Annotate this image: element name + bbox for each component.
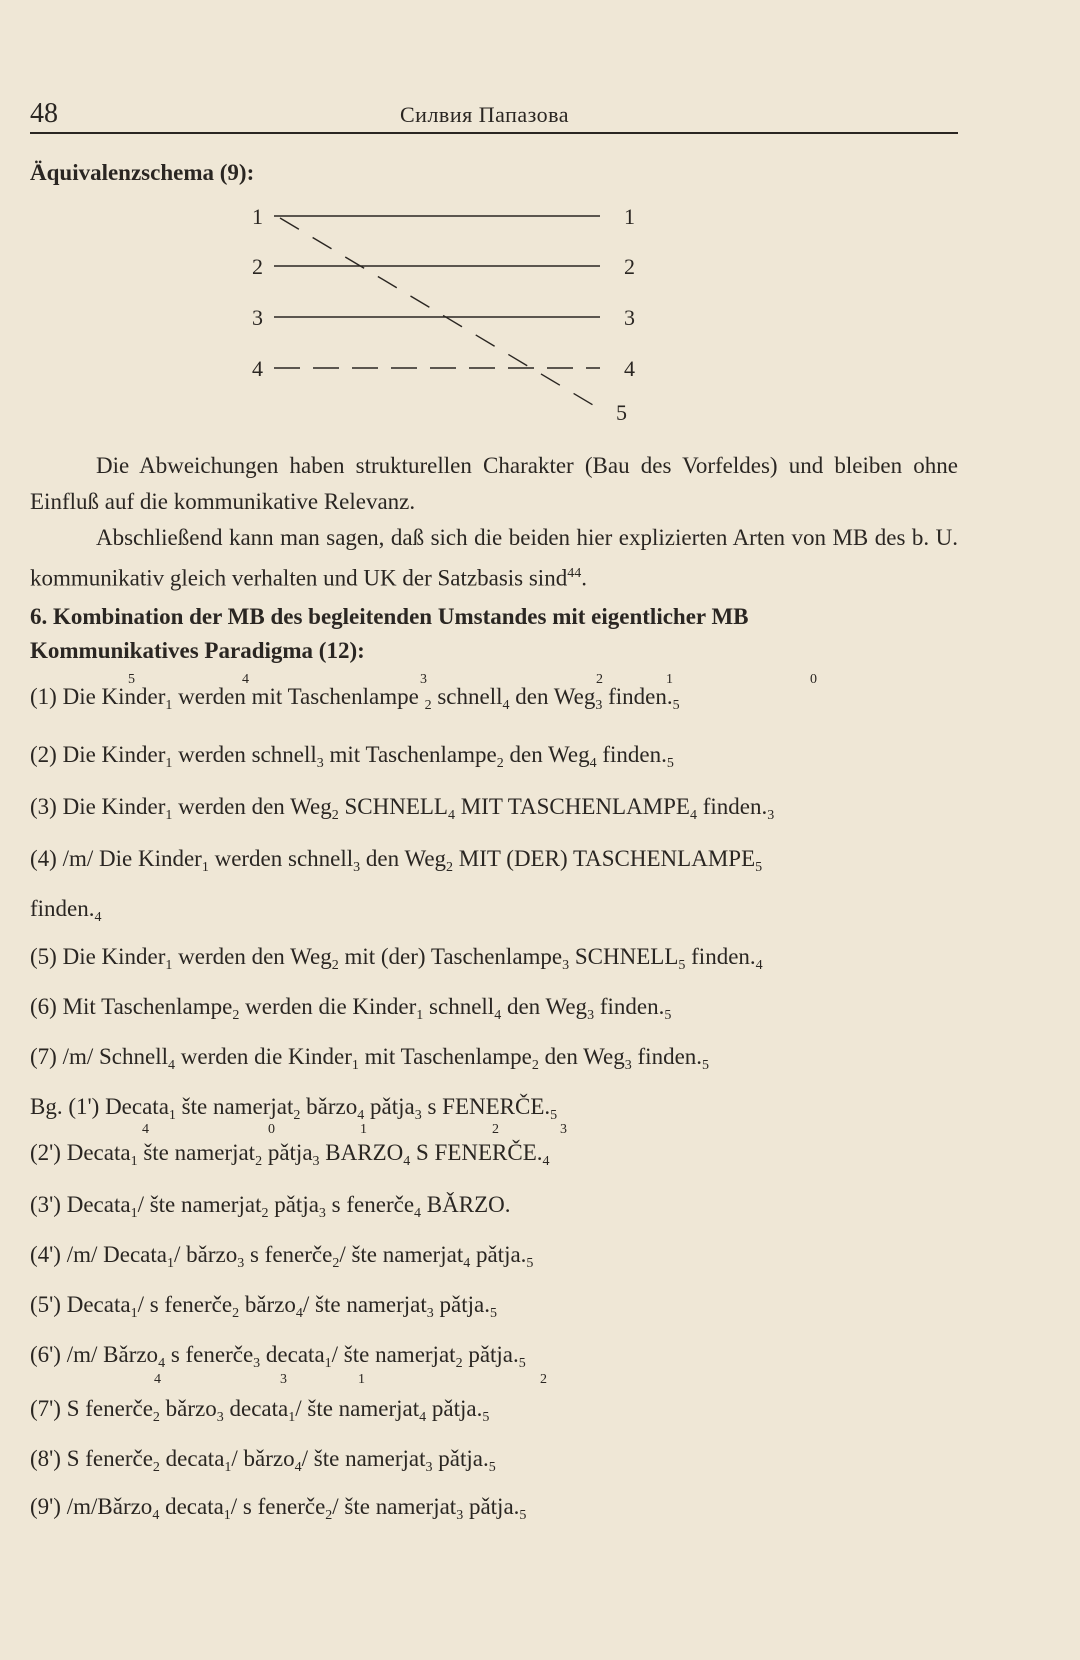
example-word: bǎrzo [239,1292,296,1317]
rank-index: 2 [496,756,504,771]
example-word: / s fenerče [137,1292,233,1317]
example-word: / šte namerjat [339,1242,464,1267]
german-example-line [30,994,970,1024]
schema-diagram [250,208,690,448]
example-word: werden den Weg [172,944,332,969]
rank-index: 5 [482,1410,490,1425]
bulgarian-example-line [30,1140,970,1170]
rank-index: 5 [550,1108,558,1123]
example-word: decata [260,1342,325,1367]
example-label: (3') [30,1192,67,1217]
example-word: s FENERČE. [421,1094,551,1119]
example-word: mit (der) Taschenlampe [338,944,563,969]
example-label: (1) [30,684,63,709]
schema-right-label: 4 [624,356,635,381]
german-example-line [30,1044,970,1074]
example-word: Decata [105,1094,169,1119]
schema-right-label: 2 [624,254,635,279]
german-example-line [30,944,970,974]
ann-ex1-4: 1 [666,672,673,687]
rank-index: 4 [589,756,597,771]
rank-index: 2 [331,808,339,823]
example-word: Die Kinder [62,742,166,767]
rank-index: 3 [767,808,775,823]
example-word: / šte namerjat [137,1192,262,1217]
example-word: /m/ Schnell [62,1044,168,1069]
example-word: / s fenerče [230,1494,326,1519]
example-word: / šte namerjat [331,1342,456,1367]
example-word: / šte namerjat [295,1396,420,1421]
section-subheading: Kommunikatives Paradigma (12): [30,638,365,663]
example-word: den Weg [501,994,588,1019]
example-word: MIT (DER) TASCHENLAMPE [453,846,756,871]
bulgarian-example-line [30,1342,970,1372]
example-label: (6') [30,1342,67,1367]
rank-index: 5 [526,1256,534,1271]
schema-diagonal [280,218,598,408]
rank-index: 2 [293,1108,301,1123]
example-word: S FENERČE. [410,1140,543,1165]
rank-index: 1 [324,1356,332,1371]
example-word: finden. [685,944,756,969]
example-word: / šte namerjat [332,1494,457,1519]
rank-index: 4 [403,1154,411,1169]
example-word: s fenerče [165,1342,254,1367]
example-word: / bǎrzo [231,1446,295,1471]
schema-left-label: 2 [252,254,263,279]
schema-right-label: 5 [616,400,627,425]
rank-index: 3 [425,1460,433,1475]
rank-index: 1 [130,1154,138,1169]
bulgarian-example-line [30,1094,970,1124]
example-word: mit Taschenlampe [358,1044,532,1069]
rank-index: 4 [168,1058,175,1073]
example-word: decata [159,1446,225,1471]
rank-index: 1 [288,1410,296,1425]
example-word: werden die Kinder [239,994,417,1019]
page-number: 48 [30,98,58,129]
example-word: decata [223,1396,289,1421]
rank-index: 5 [672,698,680,713]
rank-index: 3 [562,958,570,973]
rank-index: 1 [201,860,209,875]
example-word: s fenerče [325,1192,415,1217]
rank-index: 1 [130,1306,138,1321]
rank-index: 3 [587,1008,595,1023]
rank-index: 4 [414,1206,422,1221]
example-label: (2) [30,742,63,767]
example-word: finden. [596,742,667,767]
example-word: den Weg [503,742,590,767]
rank-index: 5 [664,1008,672,1023]
bulgarian-example-line [30,1192,970,1222]
rank-index: 3 [316,756,324,771]
example-word: werden mit Taschenlampe [172,684,425,709]
ann-ex7p-0: 4 [154,1372,161,1387]
example-word: den Weg [538,1044,625,1069]
example-word: BǍRZO. [421,1192,511,1217]
german-example-line [30,794,970,824]
example-word: bǎrzo [159,1396,217,1421]
example-word: šte namerjat [175,1094,294,1119]
rank-index: 1 [165,756,173,771]
rank-index: 2 [152,1460,160,1475]
example-word: pǎtja. [432,1446,489,1471]
annotation-row-ex7p [30,1372,930,1388]
rank-index: 2 [325,1508,333,1523]
rank-index: 3 [318,1206,326,1221]
paragraph-abschliessend: Abschließend kann man sagen, daß sich die beiden hier explizierten Arten von MB des b. U. kommunikativ gleich verhalten und UK der Satzbasis sind$^{44}$. [30,525,958,591]
rank-index: 1 [166,1256,174,1271]
rank-index: 5 [518,1356,526,1371]
example-word: finden. [696,794,768,819]
rank-index: 3 [414,1108,422,1123]
rank-index: 3 [237,1256,245,1271]
schema-left-label: 3 [252,305,263,330]
example-word: bǎrzo [300,1094,358,1119]
german-example-line [30,896,970,926]
example-word: šte namerjat [137,1140,256,1165]
rank-index: 3 [312,1154,320,1169]
example-word: SCHNELL [569,944,679,969]
example-word: BARZO [319,1140,404,1165]
schema-heading: Äquivalenzschema (9): [30,160,255,185]
rank-index: 1 [351,1058,359,1073]
example-label: (2') [30,1140,67,1165]
rank-index: 4 [94,910,102,925]
rank-index: 3 [426,1306,434,1321]
example-word: finden. [631,1044,703,1069]
rank-index: 4 [755,958,763,973]
example-word: / šte namerjat [301,1446,426,1471]
rank-index: 3 [624,1058,632,1073]
rank-index: 5 [490,1306,497,1321]
ann-ex1-0: 5 [128,672,135,687]
example-word: decata [159,1494,224,1519]
example-word: Die Kinder [62,794,166,819]
example-label: (9') [30,1494,67,1519]
rank-index: 2 [424,698,432,713]
german-example-line [30,846,970,876]
ann-ex7p-1: 3 [280,1372,287,1387]
schema-left-label: 4 [252,356,263,381]
bulgarian-example-line [30,1242,970,1272]
rank-index: 3 [216,1410,224,1425]
example-word: /m/ Bǎrzo [66,1342,159,1367]
running-head: Силвия Папазова [400,102,570,127]
rank-index: 4 [542,1154,550,1169]
rank-index: 2 [331,958,339,973]
example-word: pǎtja. [433,1292,490,1317]
rank-index: 3 [456,1508,464,1523]
ann-ex2p-2: 1 [360,1122,367,1137]
example-word: SCHNELL [338,794,448,819]
example-word: pǎtja [268,1192,319,1217]
rank-index: 1 [165,808,173,823]
example-word: finden. [602,684,673,709]
example-word: / bǎrzo [173,1242,238,1267]
equivalence-schema [250,208,690,448]
rank-index: 1 [416,1008,424,1023]
schema-right-label: 3 [624,305,635,330]
example-word: s fenerče [244,1242,333,1267]
example-word: Die Kinder [62,944,166,969]
example-label: (5') [30,1292,67,1317]
example-word: Decata [66,1292,131,1317]
example-word: schnell [423,994,495,1019]
rank-index: 4 [494,1008,502,1023]
section-heading: 6. Kombination der MB des begleitenden Umstandes mit eigentlicher MB [30,604,749,629]
example-word: /m/Bǎrzo [66,1494,153,1519]
example-word: finden. [30,896,95,921]
example-word: S fenerče [66,1446,153,1471]
ann-ex1-1: 4 [242,672,249,687]
example-word: werden die Kinder [175,1044,352,1069]
bulgarian-example-line [30,1494,970,1524]
rank-index: 4 [419,1410,427,1425]
example-word: pǎtja. [462,1342,519,1367]
rank-index: 2 [531,1058,539,1073]
rank-index: 4 [689,808,697,823]
ann-ex2p-3: 2 [492,1122,499,1137]
rank-index: 2 [255,1154,263,1169]
ann-ex2p-1: 0 [268,1122,275,1137]
rank-index: 4 [158,1356,166,1371]
example-label: (3) [30,794,63,819]
rank-index: 2 [446,860,454,875]
rank-index: 1 [165,958,173,973]
rank-index: 1 [224,1460,232,1475]
rank-index: 4 [502,698,510,713]
rank-index: 4 [357,1108,365,1123]
example-word: pǎtja. [463,1494,520,1519]
bulgarian-example-line [30,1396,970,1426]
example-label: (7) [30,1044,63,1069]
rank-index: 4 [295,1306,303,1321]
ann-ex1-5: 0 [810,672,817,687]
example-label: (4') [30,1242,67,1267]
ann-ex7p-3: 2 [540,1372,547,1387]
rank-index: 4 [463,1256,471,1271]
example-word: den Weg [509,684,596,709]
example-word: /m/ Die Kinder [62,846,202,871]
example-word: Decata [66,1192,131,1217]
ann-ex7p-2: 1 [358,1372,365,1387]
rank-index: 5 [488,1460,496,1475]
rank-index: 2 [332,1256,340,1271]
example-word: pǎtja [262,1140,313,1165]
rank-index: 5 [702,1058,710,1073]
rank-index: 2 [455,1356,463,1371]
bulgarian-example-line [30,1446,970,1476]
example-word: pǎtja. [470,1242,527,1267]
example-label: (6) [30,994,63,1019]
footnote-marker: 44 [567,566,582,581]
rank-index: 2 [152,1410,160,1425]
example-word: finden. [594,994,665,1019]
example-label: (4) [30,846,63,871]
example-word: Mit Taschenlampe [62,994,233,1019]
example-word: werden schnell [172,742,317,767]
rank-index: 4 [152,1508,160,1523]
example-word: mit Taschenlampe [323,742,497,767]
example-label: Bg. (1') [30,1094,106,1119]
rank-index: 1 [168,1108,176,1123]
example-word: pǎtja. [426,1396,483,1421]
rank-index: 5 [519,1508,527,1523]
page-header [30,98,958,134]
example-word: schnell [431,684,503,709]
rank-index: 5 [666,756,674,771]
rank-index: 2 [232,1306,240,1321]
german-example-line [30,742,970,772]
rank-index: 2 [232,1008,240,1023]
bulgarian-example-line [30,1292,970,1322]
ann-ex2p-0: 4 [142,1122,149,1137]
rank-index: 2 [261,1206,269,1221]
example-word: MIT TASCHENLAMPE [454,794,690,819]
rank-index: 5 [755,860,763,875]
schema-left-label: 1 [252,208,263,229]
example-label: (5) [30,944,63,969]
example-word: Die Kinder [62,684,166,709]
example-word: den Weg [360,846,447,871]
example-word: /m/ Decata [66,1242,167,1267]
rank-index: 3 [595,698,603,713]
paragraph-abweichungen: Die Abweichungen haben strukturellen Charakter (Bau des Vorfeldes) und bleiben ohne Einfluß auf die kommunikative Relevanz. [30,453,958,514]
rank-index: 1 [165,698,173,713]
example-word: werden schnell [208,846,354,871]
example-label: (8') [30,1446,67,1471]
schema-right-label: 1 [624,208,635,229]
rank-index: 1 [223,1508,231,1523]
example-word: / šte namerjat [302,1292,427,1317]
rank-index: 3 [353,860,361,875]
example-word: pǎtja [364,1094,415,1119]
example-word: S fenerče [66,1396,153,1421]
ann-ex1-2: 3 [420,672,427,687]
ann-ex1-3: 2 [596,672,603,687]
example-label: (7') [30,1396,67,1421]
rank-index: 5 [678,958,686,973]
rank-index: 1 [130,1206,138,1221]
ann-ex2p-4: 3 [560,1122,567,1137]
rank-index: 4 [294,1460,302,1475]
example-word: werden den Weg [172,794,332,819]
example-word: Decata [66,1140,131,1165]
rank-index: 4 [447,808,455,823]
german-example-line [30,684,970,714]
annotation-row-ex2p [30,1122,930,1138]
rank-index: 3 [253,1356,261,1371]
